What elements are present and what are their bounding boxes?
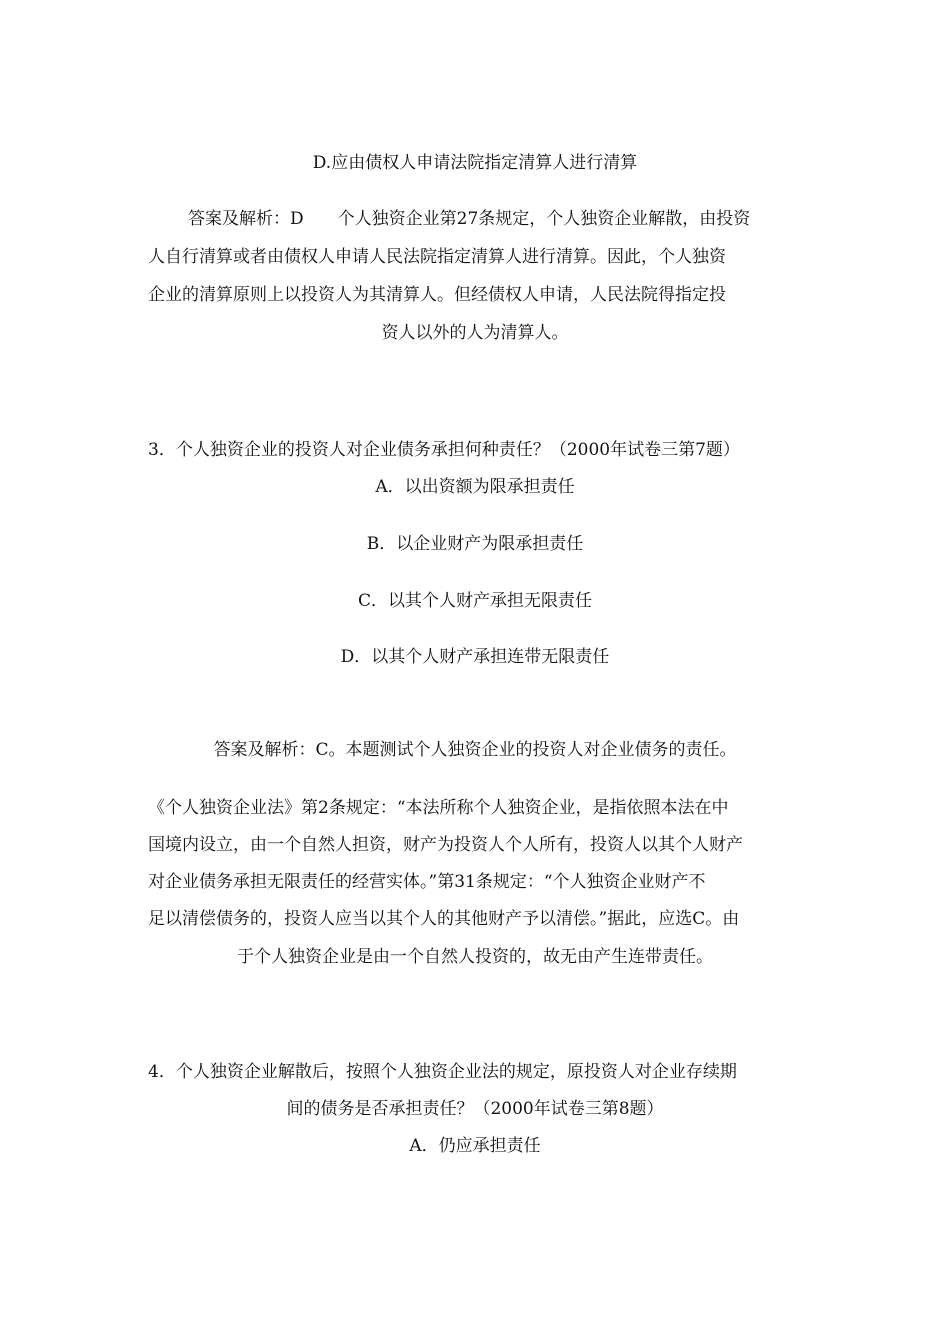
q3-answer-line-2: 国境内设立，由一个自然人担资，财产为投资人个人所有，投资人以其个人财产 [148, 835, 743, 855]
q3-answer-line-4: 足以清偿债务的，投资人应当以其个人的其他财产予以清偿。”据此，应选C。由 [148, 909, 740, 929]
q3-option-a: A．以出资额为限承担责任 [375, 477, 575, 497]
q3-option-b: B．以企业财产为限承担责任 [366, 534, 584, 554]
q2-answer-line-1: 答案及解析：D 个人独资企业第27条规定，个人独资企业解散，由投资 [188, 209, 751, 229]
q3-option-c: C．以其个人财产承担无限责任 [357, 591, 592, 611]
q3-answer-head: 答案及解析：C。本题测试个人独资企业的投资人对企业债务的责任。 [213, 740, 737, 760]
q2-answer-line-3: 企业的清算原则上以投资人为其清算人。但经债权人申请，人民法院得指定投 [148, 285, 726, 305]
q3-option-d: D．以其个人财产承担连带无限责任 [340, 647, 610, 667]
q3-answer-line-5: 于个人独资企业是由一个自然人投资的，故无由产生连带责任。 [237, 947, 713, 967]
q3-answer-line-1: 《个人独资企业法》第2条规定：“本法所称个人独资企业，是指依照本法在中 [148, 798, 729, 818]
q4-question-line-2: 间的债务是否承担责任？（2000年试卷三第8题） [286, 1099, 664, 1119]
q3-question: 3．个人独资企业的投资人对企业债务承担何种责任？（2000年试卷三第7题） [148, 440, 740, 460]
q4-option-a: A．仍应承担责任 [409, 1136, 541, 1156]
q2-answer-line-4: 资人以外的人为清算人。 [381, 323, 569, 343]
q4-question-line-1: 4．个人独资企业解散后，按照个人独资企业法的规定，原投资人对企业存续期 [148, 1062, 737, 1082]
q3-answer-line-3: 对企业债务承担无限责任的经营实体。”第31条规定：“个人独资企业财产不 [148, 872, 706, 892]
q2-answer-line-2: 人自行清算或者由债权人申请人民法院指定清算人进行清算。因此，个人独资 [148, 247, 726, 267]
q2-option-d: D.应由债权人申请法院指定清算人进行清算 [312, 153, 638, 173]
